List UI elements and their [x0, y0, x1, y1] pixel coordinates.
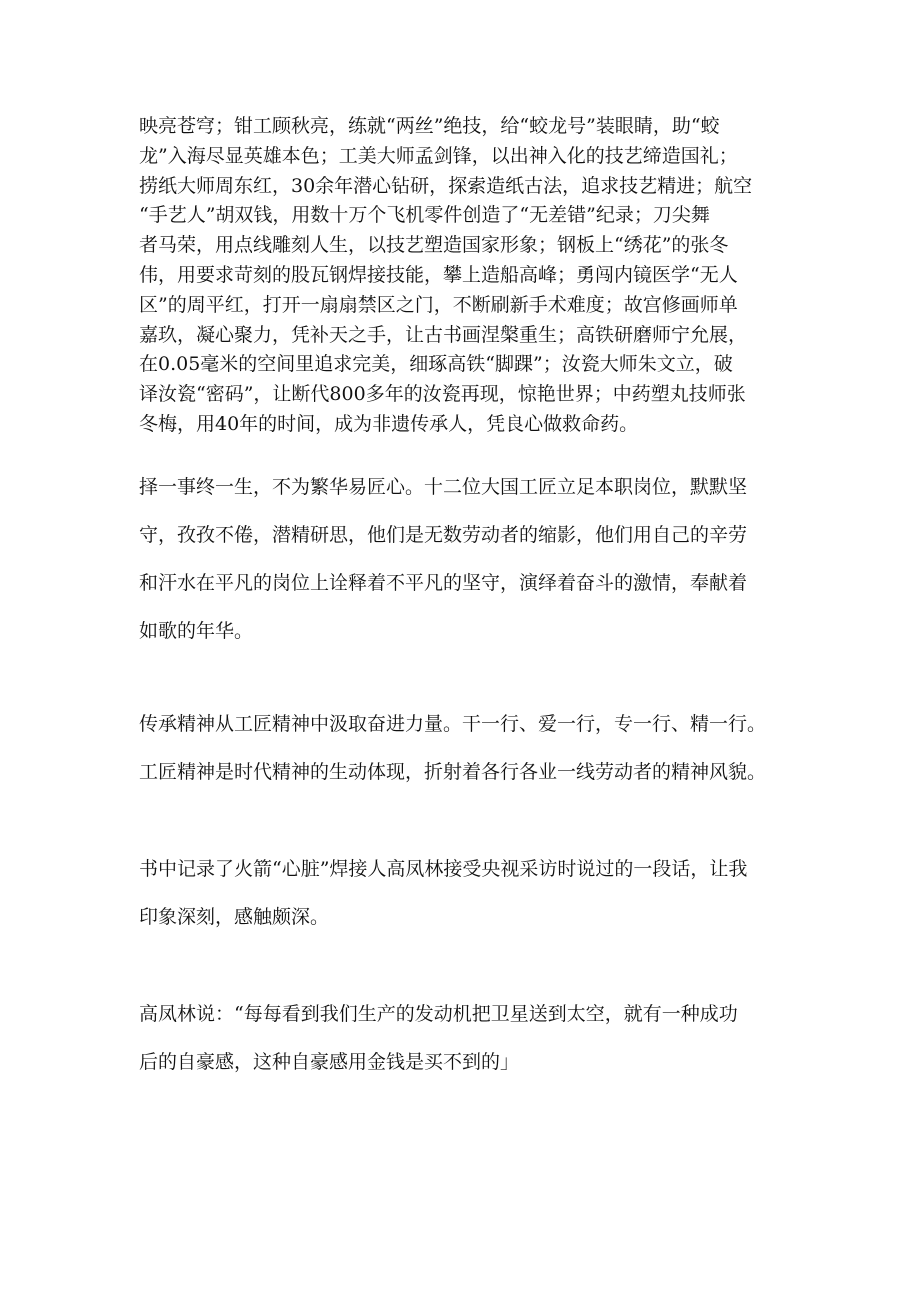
text-line: 区”的周平红，打开一扇扇禁区之门，不断刷新手术难度；故宫修画师单: [139, 293, 738, 316]
text-line: 如歌的年华。: [139, 620, 254, 642]
text-line: 择一事终一生，不为繁华易匠心。十二位大国工匠立足本职岗位，默默坚: [139, 476, 748, 498]
text-line: 书中记录了火箭“心脏”焊接人高凤林接受央视采访时说过的一段话，让我: [139, 858, 748, 880]
text-line: 嘉玖，凝心聚力，凭补天之手，让古书画涅槃重生；高铁研磨师宁允展，: [139, 323, 748, 346]
text-line: 守，孜孜不倦，潜精研思，他们是无数劳动者的缩影，他们用自己的辛劳: [139, 524, 748, 546]
text-line: 后的自豪感，这种自豪感用金钱是买不到的」: [139, 1051, 520, 1073]
text-line: 在0.05毫米的空间里追求完美，细琢高铁“脚踝”；汝瓷大师朱文立，破: [139, 353, 733, 376]
text-line: 伟，用要求苛刻的股瓦钢焊接技能，攀上造船高峰；勇闯内镜医学“无人: [139, 263, 738, 286]
text-line: “手艺人”胡双钱，用数十万个飞机零件创造了“无差错”纪录；刀尖舞: [139, 204, 710, 227]
paragraph-book-record: [139, 845, 789, 941]
text-line: 映亮苍穹；钳工顾秋亮，练就“两丝”绝技，给“蛟龙号”装眼睛，助“蛟: [139, 115, 720, 137]
text-line: 传承精神从工匠精神中汲取奋进力量。干一行、爱一行，专一行、精一行。: [139, 713, 767, 735]
paragraph-craftsmen-list: [139, 112, 789, 440]
paragraph-dedication: [139, 463, 789, 655]
text-line: 捞纸大师周东红，30余年潜心钻研，探索造纸古法，追求技艺精进；航空: [139, 174, 753, 197]
text-line: 高凤林说：“每每看到我们生产的发动机把卫星送到太空，就有一种成功: [139, 1003, 738, 1025]
text-line: 印象深刻，感触颇深。: [139, 906, 330, 928]
paragraph-quote: [139, 990, 789, 1086]
text-line: 龙”入海尽显英雄本色；工美大师孟剑锋，以出神入化的技艺缔造国礼；: [139, 144, 738, 167]
text-line: 冬梅，用40年的时间，成为非遗传承人，凭良心做救命药。: [139, 412, 639, 435]
text-line: 者马荣，用点线雕刻人生，以技艺塑造国家形象；钢板上“绣花”的张冬: [139, 234, 729, 257]
text-line: 译汝瓷“密码”，让断代800多年的汝瓷再现，惊艳世界；中药塑丸技师张: [139, 383, 746, 406]
text-line: 工匠精神是时代精神的生动体现，折射着各行各业一线劳动者的精神风貌。: [139, 761, 767, 783]
paragraph-spirit: [139, 700, 789, 796]
text-line: 和汗水在平凡的岗位上诠释着不平凡的坚守，演绎着奋斗的激情，奉献着: [139, 572, 748, 594]
